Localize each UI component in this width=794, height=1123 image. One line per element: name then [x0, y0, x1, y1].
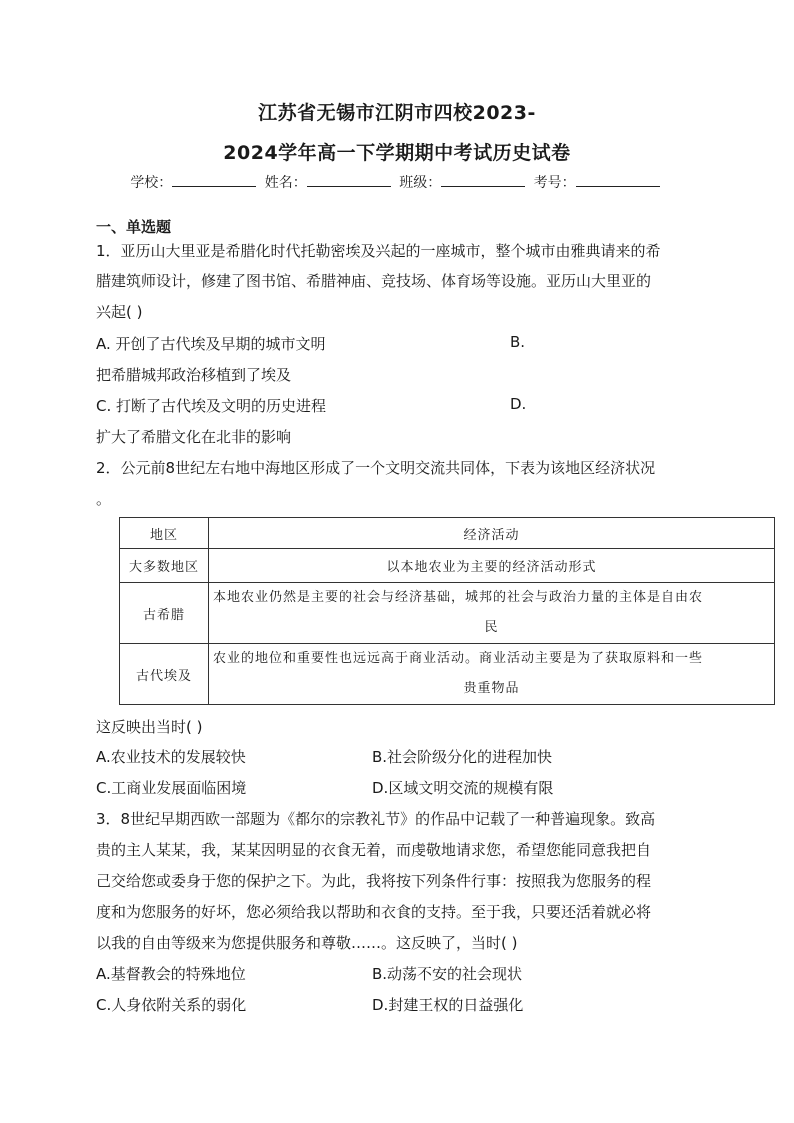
q3-option-c[interactable]: C.人身依附关系的弱化 [96, 996, 247, 1014]
q1-option-b-label[interactable]: B. [510, 333, 526, 351]
table-row [120, 549, 775, 583]
q3-stem-line-5: 以我的自由等级来为您提供服务和尊敬……。这反映了，当时( ) [96, 934, 518, 952]
q1-stem-line-1: 1．亚历山大里亚是希腊化时代托勒密埃及兴起的一座城市，整个城市由雅典请来的希 [96, 242, 661, 260]
q3-stem-line-2: 贵的主人某某，我，某某因明显的衣食无着，而虔敬地请求您，希望您能同意我把自 [96, 841, 652, 859]
q3-stem-line-3: 己交给您或委身于您的保护之下。为此，我将按下列条件行事：按照我为您服务的程 [96, 872, 652, 890]
exam-number-blank[interactable] [576, 172, 660, 187]
q3-option-b[interactable]: B.动荡不安的社会现状 [372, 965, 523, 983]
table-cell-region: 古希腊 [120, 583, 209, 644]
table-header-region: 地区 [120, 518, 209, 549]
table-cell-activity [209, 644, 775, 705]
table-cell-activity: 以本地农业为主要的经济活动形式 [209, 549, 775, 583]
q2-prompt: 这反映出当时( ) [96, 718, 203, 736]
school-label: 学校： [130, 175, 173, 191]
table-row [120, 583, 775, 644]
q2-option-a[interactable]: A.农业技术的发展较快 [96, 748, 246, 766]
exam-title-line-1: 江苏省无锡市江阴市四校2023- [258, 102, 536, 124]
table-cell-activity-line-1: 本地农业仍然是主要的社会与经济基础，城邦的社会与政治力量的主体是自由农 [213, 590, 704, 605]
q1-option-c[interactable]: C. 打断了古代埃及文明的历史进程 [96, 397, 327, 415]
school-blank[interactable] [172, 172, 256, 187]
q2-stem-line-2: 。 [96, 490, 112, 508]
table-cell-activity-line-2: 民 [484, 620, 499, 635]
q2-stem-line-1: 2．公元前8世纪左右地中海地区形成了一个文明交流共同体，下表为该地区经济状况 [96, 459, 656, 477]
section-heading: 一、单选题 [96, 218, 172, 236]
name-blank[interactable] [307, 172, 391, 187]
q1-option-d-label[interactable]: D. [510, 395, 527, 413]
q3-option-d[interactable]: D.封建王权的日益强化 [372, 996, 524, 1014]
q1-option-b-text[interactable]: 把希腊城邦政治移植到了埃及 [96, 366, 292, 384]
q3-stem-line-4: 度和为您服务的好坏，您必须给我以帮助和衣食的支持。至于我，只要还活着就必将 [96, 903, 652, 921]
table-cell-activity [209, 583, 775, 644]
q1-option-a[interactable]: A. 开创了古代埃及早期的城市文明 [96, 335, 326, 353]
q3-option-a[interactable]: A.基督教会的特殊地位 [96, 965, 246, 983]
student-info-line [0, 172, 794, 192]
class-blank[interactable] [441, 172, 525, 187]
q1-option-d-text[interactable]: 扩大了希腊文化在北非的影响 [96, 428, 292, 446]
table-header-activity: 经济活动 [209, 518, 775, 549]
table-cell-activity-line-2: 贵重物品 [463, 681, 520, 696]
q2-option-d[interactable]: D.区域文明交流的规模有限 [372, 779, 554, 797]
q2-option-c[interactable]: C.工商业发展面临困境 [96, 779, 247, 797]
table-cell-region: 古代埃及 [120, 644, 209, 705]
economy-table [119, 517, 775, 705]
class-label: 班级： [399, 175, 442, 191]
q2-option-b[interactable]: B.社会阶级分化的进程加快 [372, 748, 553, 766]
name-label: 姓名： [264, 175, 307, 191]
q1-stem-line-2: 腊建筑师设计，修建了图书馆、希腊神庙、竞技场、体育场等设施。亚历山大里亚的 [96, 272, 652, 290]
table-cell-activity-line-1: 农业的地位和重要性也远远高于商业活动。商业活动主要是为了获取原料和一些 [213, 651, 704, 666]
table-row [120, 644, 775, 705]
exam-title-line-2: 2024学年高一下学期期中考试历史试卷 [223, 142, 571, 164]
exam-number-label: 考号： [533, 175, 576, 191]
table-cell-region: 大多数地区 [120, 549, 209, 583]
q1-stem-line-3: 兴起( ) [96, 303, 143, 321]
q3-stem-line-1: 3．8世纪早期西欧一部题为《都尔的宗教礼节》的作品中记载了一种普遍现象。致高 [96, 810, 656, 828]
table-header-row [120, 518, 775, 549]
